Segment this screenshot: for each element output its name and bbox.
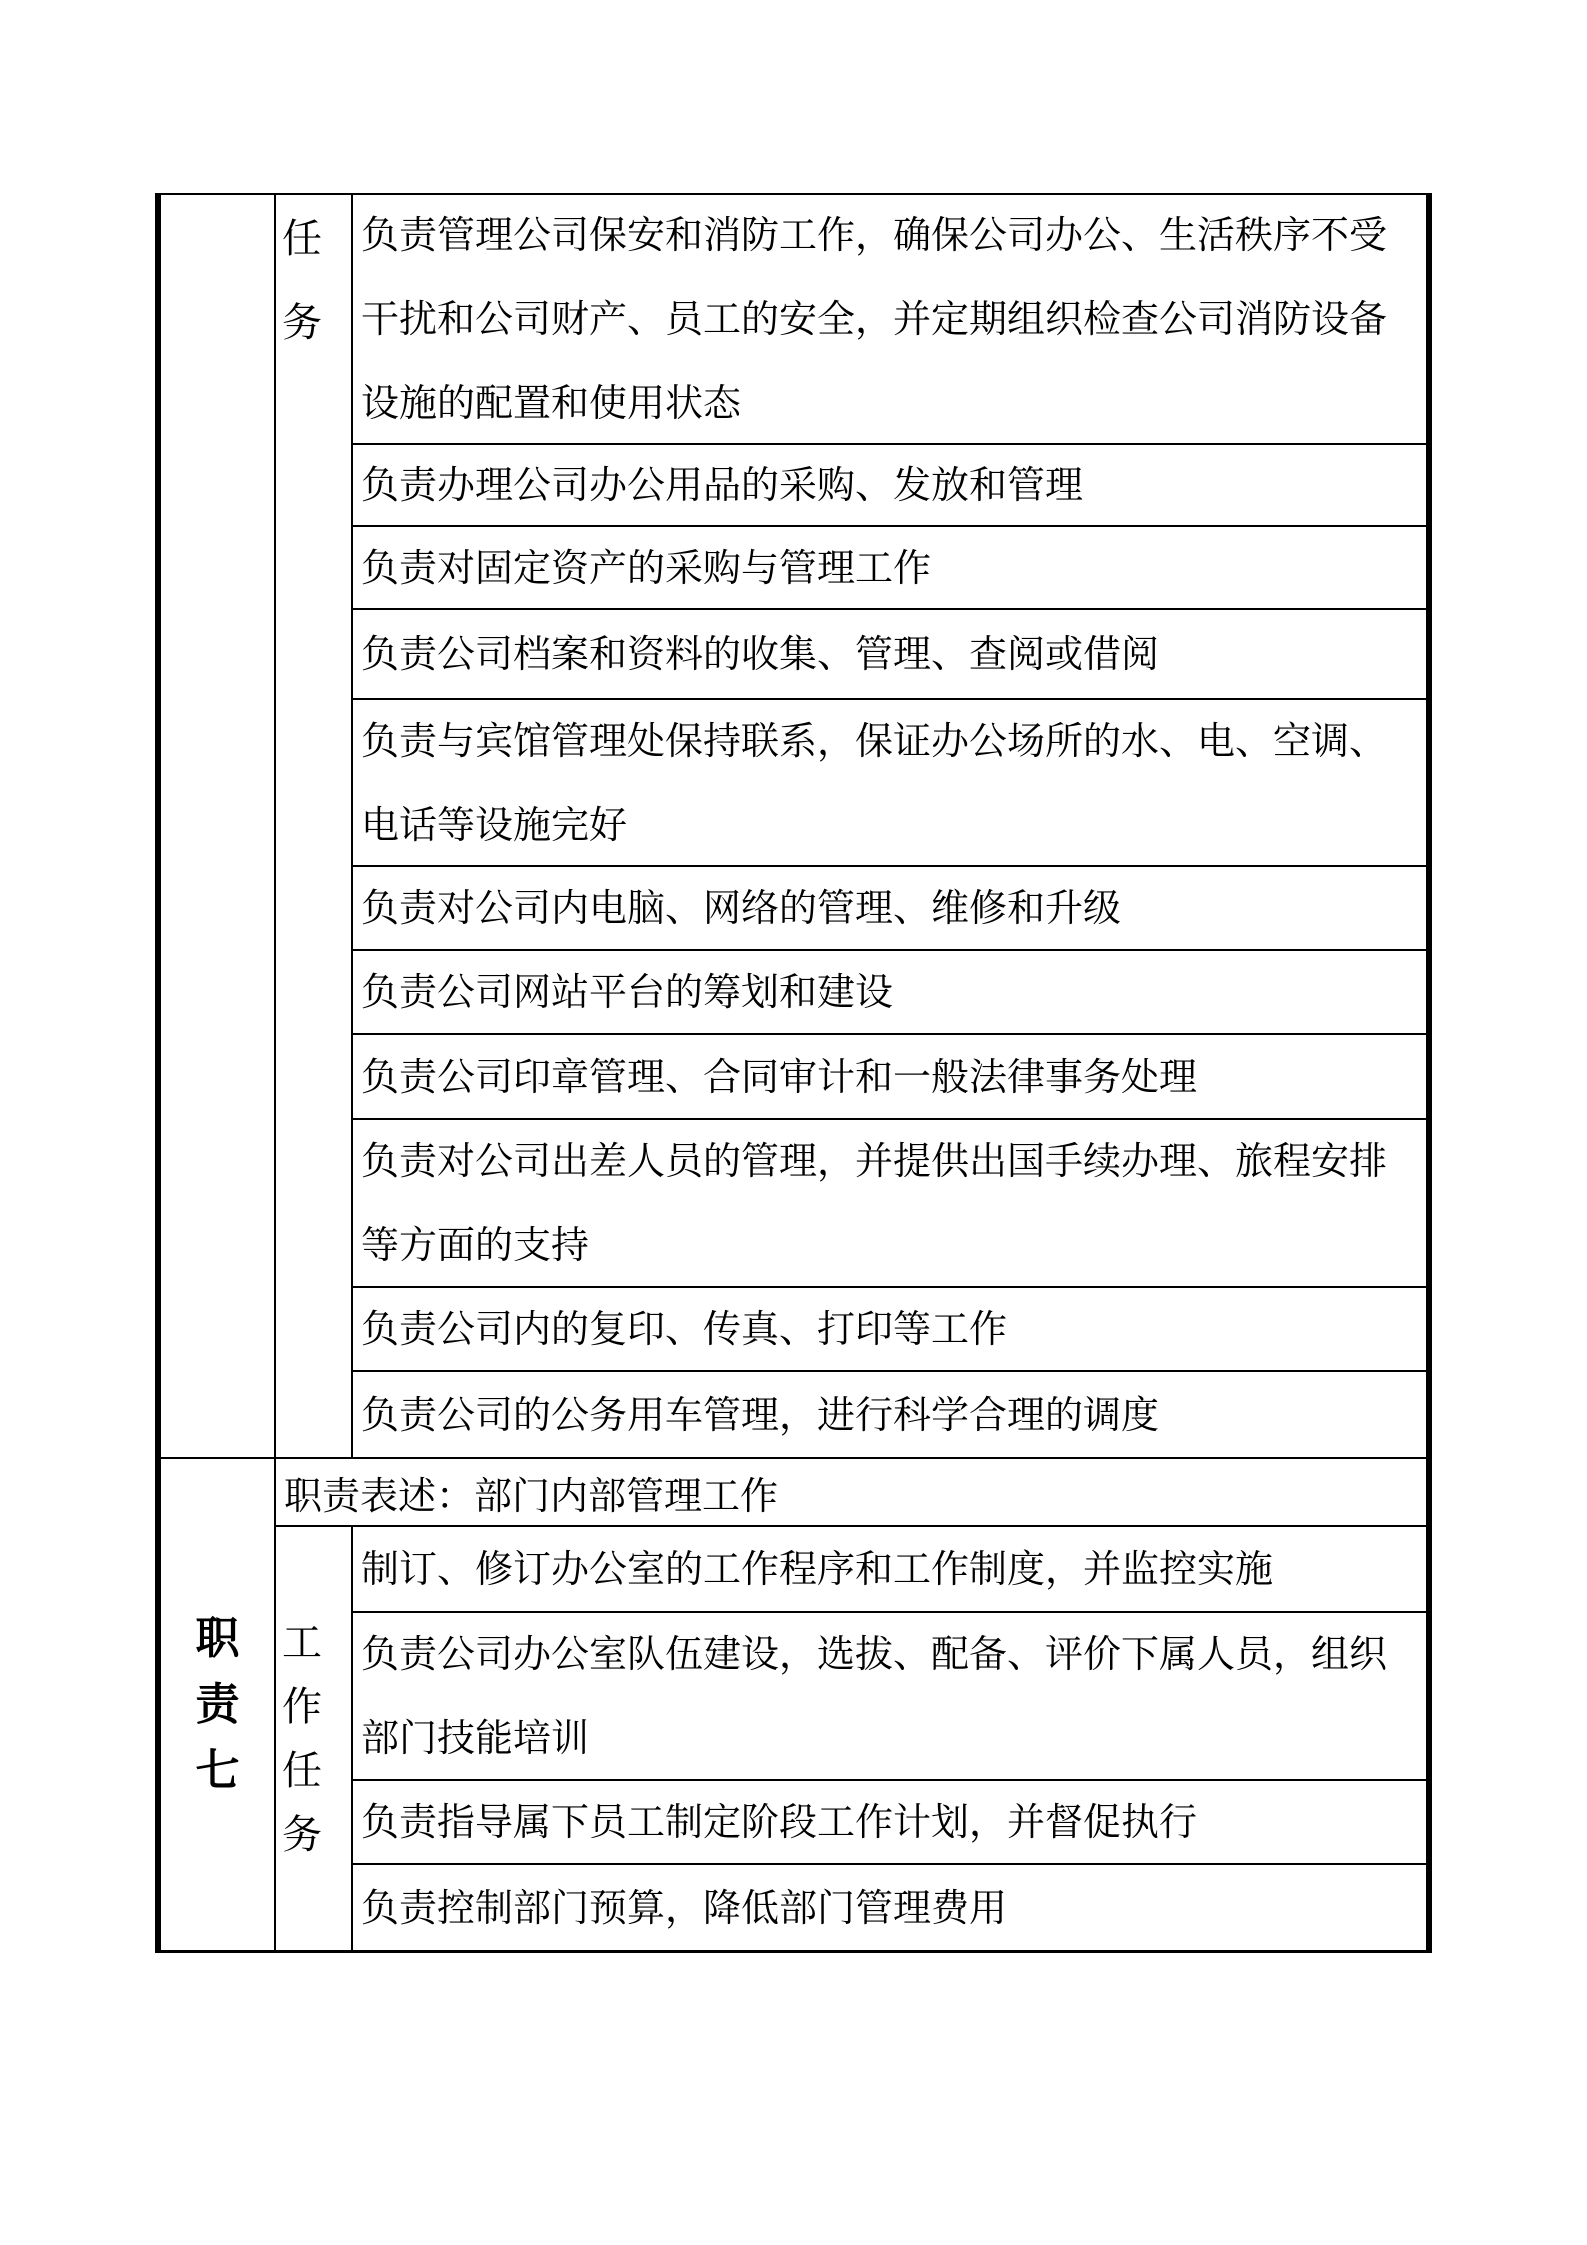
table-row [353, 1120, 1426, 1288]
task-text: 负责对公司出差人员的管理，并提供出国手续办理、旅程安排等方面的支持 [361, 1139, 1388, 1267]
task-text: 负责公司的公务用车管理，进行科学合理的调度 [361, 1392, 1160, 1437]
table-row [353, 700, 1426, 867]
duty-seven-tasks-area [276, 1527, 1426, 1950]
task-text: 负责与宾馆管理处保持联系，保证办公场所的水、电、空调、电话等设施完好 [361, 718, 1388, 847]
work-task-label-cell [276, 1527, 353, 1950]
section-continued-tasks [161, 195, 1426, 1459]
table-row [353, 1781, 1426, 1865]
table-row [353, 951, 1426, 1035]
table-row [353, 1288, 1426, 1372]
task-text: 负责对固定资产的采购与管理工作 [361, 545, 932, 590]
task-text: 负责公司网站平台的筹划和建设 [361, 970, 894, 1014]
table-row [353, 1372, 1426, 1457]
task-text: 负责办理公司办公用品的采购、发放和管理 [361, 463, 1084, 507]
table-row [353, 867, 1426, 951]
task-text: 负责公司内的复印、传真、打印等工作 [361, 1307, 1008, 1351]
table-row [353, 195, 1426, 445]
duty-number-label: 职责七 [195, 1612, 240, 1796]
task-text: 负责公司档案和资料的收集、管理、查阅或借阅 [361, 632, 1160, 676]
duty-label-cell [161, 1459, 276, 1950]
task-text: 负责管理公司保安和消防工作，确保公司办公、生活秩序不受干扰和公司财产、员工的安全，并定期组织检查公司消防设备设施的配置和使用状态 [361, 213, 1388, 425]
task-text: 制订、修订办公室的工作程序和工作制度，并监控实施 [361, 1547, 1274, 1591]
responsibility-table [155, 193, 1432, 1953]
table-row [353, 610, 1426, 700]
table-row [353, 527, 1426, 610]
task-rows [353, 195, 1426, 1457]
table-row [353, 1613, 1426, 1781]
task-text: 负责公司办公室队伍建设，选拔、配备、评价下属人员，组织部门技能培训 [361, 1632, 1388, 1760]
task-rows [353, 1527, 1426, 1950]
duty-description-cell [276, 1459, 1426, 1527]
table-row [353, 1527, 1426, 1613]
task-text: 负责指导属下员工制定阶段工作计划，并督促执行 [361, 1800, 1198, 1844]
task-label: 任务 [282, 216, 322, 346]
task-text: 负责对公司内电脑、网络的管理、维修和升级 [361, 886, 1122, 930]
duty-label-cell-empty [161, 195, 276, 1457]
table-row [353, 1865, 1426, 1950]
duty-description-text: 职责表述：部门内部管理工作 [284, 1473, 779, 1518]
task-text: 负责公司印章管理、合同审计和一般法律事务处理 [361, 1054, 1198, 1099]
task-label-cell [276, 195, 353, 1457]
section-duty-seven [161, 1459, 1426, 1950]
table-row [353, 445, 1426, 527]
duty-seven-content [276, 1459, 1426, 1950]
table-row [353, 1035, 1426, 1120]
task-text: 负责控制部门预算，降低部门管理费用 [361, 1885, 1008, 1930]
work-task-label: 工作任务 [282, 1619, 322, 1858]
